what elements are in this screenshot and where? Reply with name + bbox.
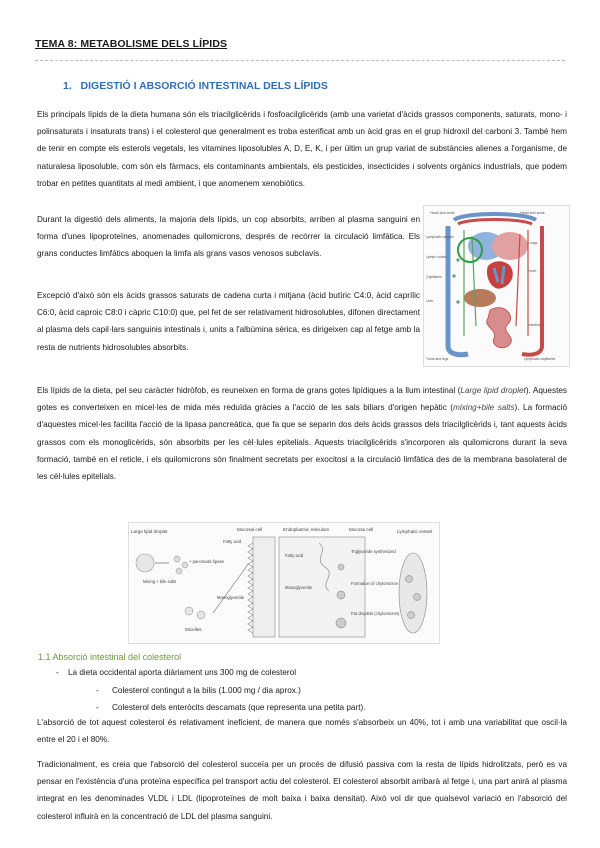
label-liver: Liver	[426, 299, 434, 303]
section-1-number: 1.	[63, 80, 72, 92]
paragraph-absorption-rate: L'absorció de tot aquest colesterol és relativament ineficient, de manera que només s'absorbeix un 40%, tot i amb una variabilitat que oscil·la entre el 20 i el 80%.	[37, 718, 567, 745]
cholesterol-sub-list	[96, 682, 366, 716]
label-head-left: Head and arms	[430, 211, 455, 215]
liver-shape	[464, 289, 496, 307]
paragraph-digestion: Durant la digestió dels aliments, la majoria dels lípids, un cop absorbits, arriben al plasma sanguini en forma d'unes lipoproteïnes, anomenades quilomicrons, després de recórrer la circulació limfàtica. Els grans conductes limfàtics aboquen la limfa als grans vasos venosos subclavis.	[37, 215, 420, 259]
mucosal-cell-left	[253, 537, 275, 637]
label-formation-chylomicron: Formation of chylomicron	[351, 581, 399, 586]
section-1-title: DIGESTIÓ I ABSORCIÓ INTESTINAL DELS LÍPIDS	[80, 80, 328, 92]
label-monoglyceride-2: Monoglyceride	[285, 585, 313, 590]
cholesterol-sources-list	[40, 664, 296, 681]
list-item: - La dieta occidental aporta diàriament uns 300 mg de colesterol	[40, 664, 296, 681]
label-intestine: Intestine	[528, 323, 541, 327]
circulation-diagram	[424, 206, 569, 366]
paragraph-micelles	[37, 382, 567, 485]
micelles-term-bile: mixing+bile salts	[453, 403, 515, 413]
section-1-heading	[63, 80, 328, 92]
label-lymphatic-vessels: Lymphatic vessels	[426, 235, 454, 239]
absorption-diagram	[129, 523, 439, 643]
label-monoglyceride-1: Monoglyceride	[217, 595, 245, 600]
label-heart: Heart	[528, 269, 537, 273]
label-mixing-bile: Mixing + bile salts	[143, 579, 177, 584]
label-fat-droplets: Fat droplets (chylomicron)	[351, 611, 400, 616]
circulation-figure	[423, 205, 570, 367]
list-item: - Colesterol contingut a la bilis (1.000 mg / dia aprox.)	[96, 682, 366, 699]
label-trunk-legs: Trunk and legs	[426, 357, 449, 361]
label-pancreatic-lipase: + pancreatic lipase	[189, 559, 225, 564]
label-endoplasmic-reticulum: Endoplasmic reticulum	[283, 527, 330, 532]
label-lymphatic-capillaries: Lymphatic capillaries	[524, 357, 556, 361]
label-capillaries: Capillaries	[426, 275, 442, 279]
micelles-text-2: ). Aquestes gotes es converteixen en micel·les de mida més reduïda gràcies a l'acció de les sals biliars d'origen hepàtic (	[37, 386, 568, 413]
paragraph-intro: Els principals lípids de la dieta humana són els triacilglicèrids i fosfoacilglicèrids (amb una varietat d'àcids grassos components, saturats, mono- i polinsaturats i insaturats trans) i el colesterol que generalment es troba esterificat amb un àcid gras en el grup hidroxil del carboni 3. També hem de tenir en compte els esterols vegetals, les vitamines liposolubles A, D, E, K, i per últim un grup variat de substàncies alienes a l'organisme, de naturalesa liposoluble, com són els fàrmacs, els contaminants ambientals, els pesticides, insecticides i solvents orgànics industrials, que podem trobar en petites quantitats al medi ambient, i que anomenem xenobiòtics.	[37, 110, 567, 188]
label-fatty-acid-2: Fatty acid	[285, 553, 304, 558]
label-large-lipid-droplet: Large lipid droplet	[131, 529, 168, 534]
label-mucosal-cell-left: Mucosal cell	[237, 527, 263, 532]
micelles-text-3: ). La formació d'aquestes micel·les facilita l'acció de la lipasa pancreàtica, que fa que se separin dos dels àcids grassos dels triacilglicèrids i, tant aquests àcids grassos com els monoglicèrids, són absorbits per les cèl·lules epitelials. Aquests triacilglicèrids s'incorporen als quilomicrons durant la seva formació, també en el reticle, i els quilomicrons són finalment secretats per exocitosi a la circulació limfàtica des de la membrana basolateral de les cèl·lules epitelials.	[37, 403, 567, 482]
paragraph-traditional-view: Tradicionalment, es creia que l'absorció del colesterol succeïa per un procés de difusió passiva com la resta de lípids hidrolitzats, però es va pensar en l'existència d'una proteïna específica pel transport actiu del colesterol. El colesterol absorbit arribarà al fetge i, una part anirà al plasma integrat en les denominades VLDL i LDL (lipoproteïnes de molt baixa i baixa densitat). Això vol dir que qualsevol variació en l'absorció del colesterol influirà en la concentració de LDL del plasma sanguini.	[37, 760, 567, 821]
title-divider	[35, 60, 565, 61]
label-lymph-nodes: Lymph nodes	[426, 255, 447, 259]
paragraph-short-chain: Excepció d'això són els àcids grassos saturats de cadena curta i mitjana (àcid butíric C4:0, àcid caprílic C6:0, àcid caproic C8:0 i càpric C10:0) que, pel fet de ser relativament hidrosolubles, difonen directament al plasma dels capil·lars sanguinis intestinals i, units a l'albúmina sèrica, es dirigeixen cap al fetge amb la resta de nutrients hidrosolubles absorbits.	[37, 291, 420, 352]
label-triglyceride: Triglyceride synthesized	[351, 549, 396, 554]
label-lymphatic-vessel: Lymphatic vessel	[397, 529, 433, 534]
page-title: TEMA 8: METABOLISME DELS LÍPIDS	[35, 38, 228, 50]
section-1-1-heading: 1.1 Absorció intestinal del colesterol	[38, 652, 182, 662]
micelles-text-1: Els lípids de la dieta, pel seu caràcter hidròfob, es reuneixen en forma de grans gotes lipídiques a la llum intestinal (	[37, 386, 461, 395]
label-lungs: Lungs	[528, 241, 538, 245]
large-droplet-shape	[136, 554, 154, 572]
micelles-term-droplet: Large lipid droplet	[460, 386, 526, 395]
label-mucosal-cell-right: Mucosa cell	[349, 527, 374, 532]
label-fatty-acid-1: Fatty acid	[223, 539, 242, 544]
label-micelles: Micelles	[185, 627, 202, 632]
list-item: - Colesterol dels enteròcits descamats (que representa una petita part).	[96, 699, 366, 716]
label-head-right: Head and arms	[520, 211, 545, 215]
lymphatic-vessel-shape	[399, 553, 427, 633]
absorption-figure	[128, 522, 440, 644]
